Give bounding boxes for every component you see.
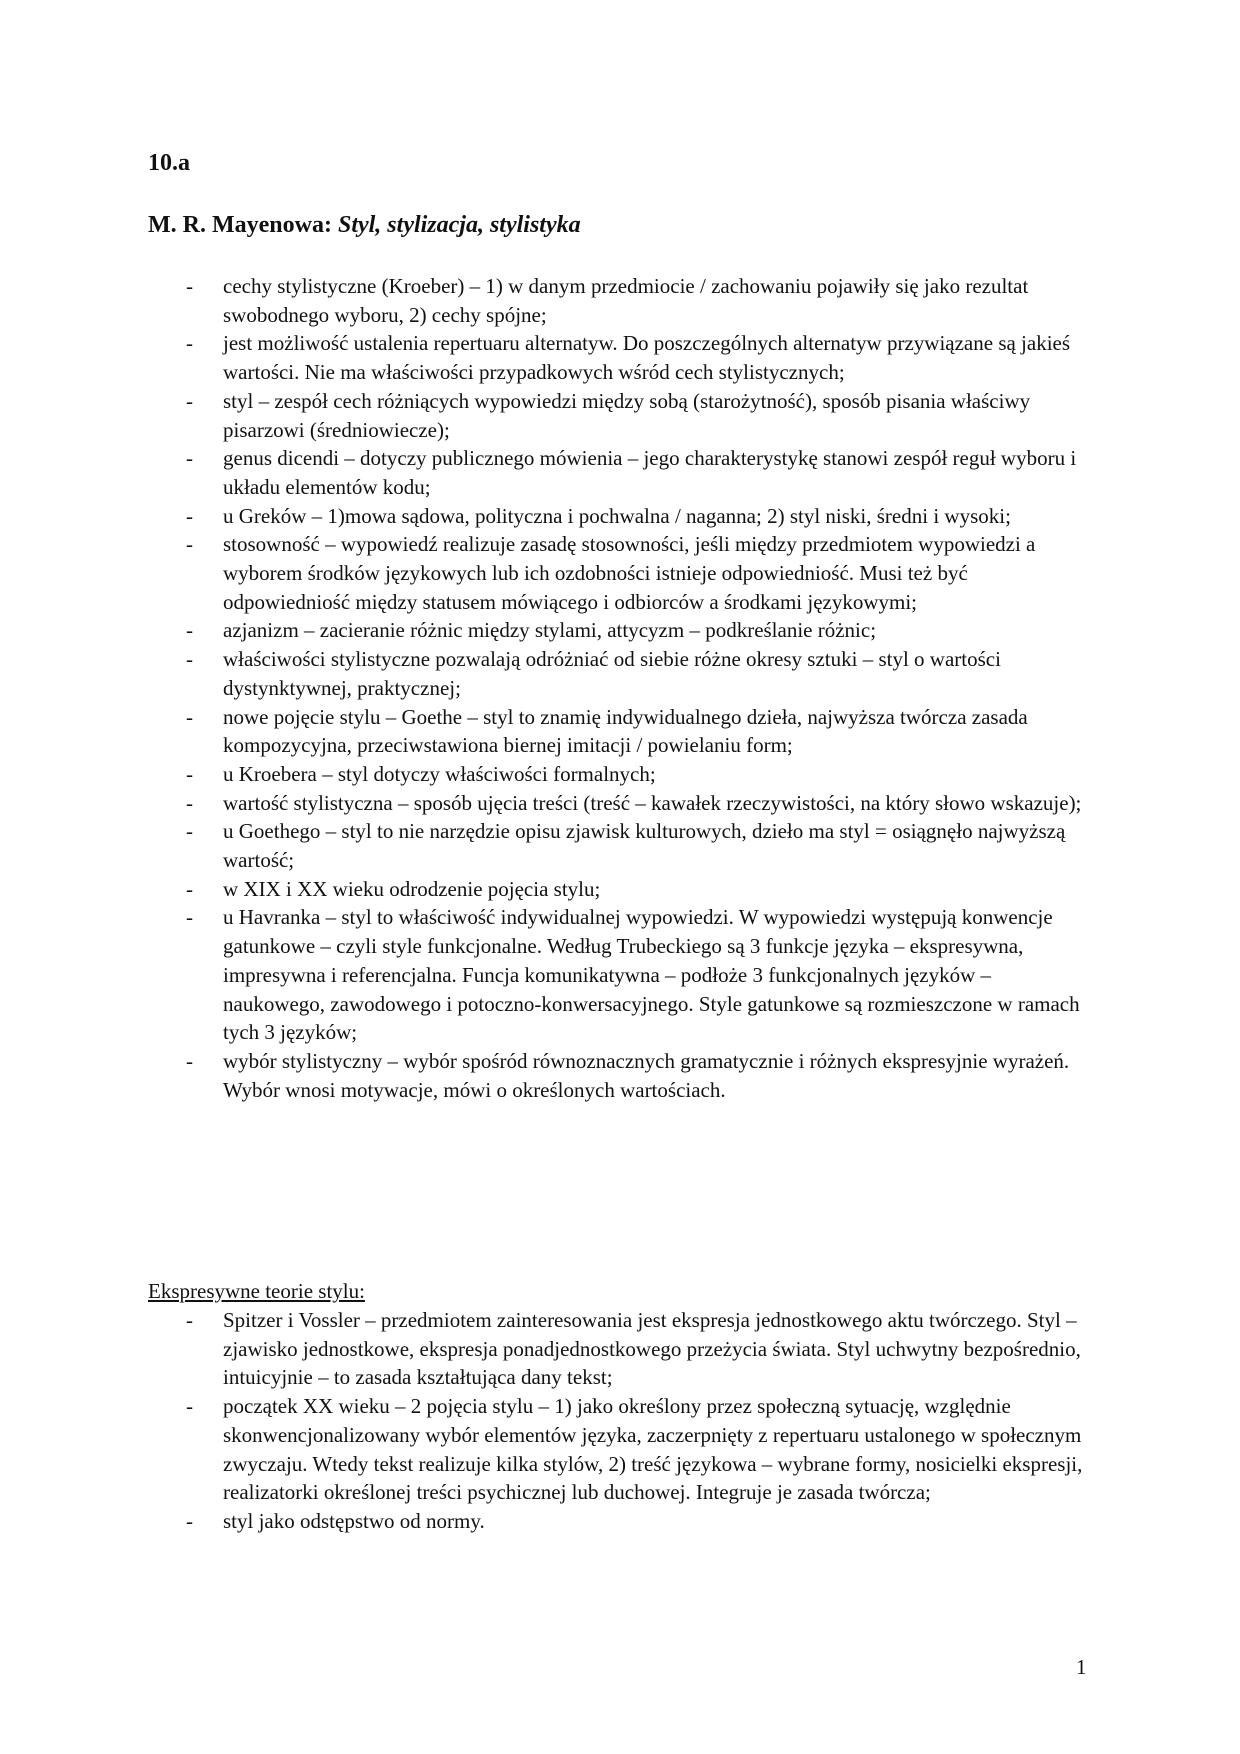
list-item-text: styl jako odstępstwo od normy.: [223, 1508, 485, 1533]
list-item-text: u Havranka – styl to właściwość indywidualnej wypowiedzi. W wypowiedzi występują konwencje gatunkowe – czyli style funkcjonalne. Według Trubeckiego są 3 funkcje języka – ekspresywna, impresywna i referencjalna. Funcja komunikatywna – podłoże 3 funkcjonalnych języków – naukowego, zawodowego i potoczno-konwersacyjnego. Style gatunkowe są rozmieszczone w ramach tych 3 języków;: [223, 905, 1080, 1045]
bullet-dash: -: [186, 819, 193, 844]
list-item-text: cechy stylistyczne (Kroeber) – 1) w danym przedmiocie / zachowaniu pojawiły się jako rezultat swobodnego wyboru, 2) cechy spójne;: [223, 274, 1029, 327]
list-item-text: stosowność – wypowiedź realizuje zasadę stosowności, jeśli między przedmiotem wypowiedzi a wyborem środków językowych lub ich ozdobności istnieje odpowiedniość. Musi też być odpowiedniość między statusem mówiącego i odbiorców a środkami językowymi;: [223, 532, 1036, 614]
list-item: [186, 1507, 1096, 1536]
bullet-dash: -: [186, 331, 193, 356]
list-item: [186, 1392, 1096, 1507]
list-item: [186, 789, 1096, 818]
list-item-text: u Kroebera – styl dotyczy właściwości formalnych;: [223, 761, 656, 786]
list-item-text: Spitzer i Vossler – przedmiotem zainteresowania jest ekspresja jednostkowego aktu twórczego. Styl – zjawisko jednostkowe, ekspresja ponadjednostkowego przeżycia świata. Styl uchwytny bezpośrednio, intuicyjnie – to zasada kształtująca dany tekst;: [223, 1308, 1081, 1390]
bullet-dash: -: [186, 876, 193, 901]
list-item: [186, 616, 1096, 645]
list-item-text: wartość stylistyczna – sposób ujęcia treści (treść – kawałek rzeczywistości, na który słowo wskazuje);: [223, 790, 1082, 815]
list-item-text: u Greków – 1)mowa sądowa, polityczna i pochwalna / naganna; 2) styl niski, średni i wysoki;: [223, 503, 1011, 528]
list-item: [186, 760, 1096, 789]
bullet-dash: -: [186, 905, 193, 930]
bullet-dash: -: [186, 274, 193, 298]
title-author: M. R. Mayenowa:: [148, 212, 338, 238]
list-item-text: nowe pojęcie stylu – Goethe – styl to znamię indywidualnego dzieła, najwyższa twórcza zasada kompozycyjna, przeciwstawiona biernej imitacji / powielaniu form;: [223, 704, 1028, 758]
document-title: [148, 210, 581, 240]
list-item: [186, 387, 1096, 444]
bullet-dash: -: [186, 1308, 193, 1332]
section-heading: Ekspresywne teorie stylu:: [148, 1279, 365, 1303]
expressive-theories-list: [186, 1306, 1096, 1536]
bullet-dash: -: [186, 1394, 193, 1419]
list-item: [186, 444, 1096, 501]
list-item: [186, 903, 1096, 1047]
list-item: [186, 502, 1096, 531]
list-item-text: wybór stylistyczny – wybór spośród równoznacznych gramatycznie i różnych ekspresyjnie wyrażeń. Wybór wnosi motywacje, mówi o określonych wartościach.: [223, 1048, 1070, 1102]
list-item: [186, 703, 1096, 760]
list-item: [186, 645, 1096, 702]
bullet-dash: -: [186, 388, 193, 413]
list-item-text: azjanizm – zacieranie różnic między stylami, attycyzm – podkreślanie różnic;: [223, 618, 877, 643]
bullet-dash: -: [186, 647, 193, 672]
bullet-dash: -: [186, 761, 193, 786]
list-item: [186, 329, 1096, 386]
bullet-dash: -: [186, 618, 193, 643]
notes-list: [186, 272, 1096, 1104]
list-item-text: jest możliwość ustalenia repertuaru alternatyw. Do poszczególnych alternatyw przywiązane są jakieś wartości. Nie ma właściwości przypadkowych wśród cech stylistycznych;: [223, 331, 1071, 385]
bullet-dash: -: [186, 1508, 193, 1533]
page-number: 1: [1076, 1655, 1087, 1679]
list-item-text: u Goethego – styl to nie narzędzie opisu zjawisk kulturowych, dzieło ma styl = osiągnęło najwyższą wartość;: [223, 819, 1066, 873]
document-number: 10.a: [148, 150, 190, 176]
list-item-text: początek XX wieku – 2 pojęcia stylu – 1) jako określony przez społeczną sytuację, względnie skonwencjonalizowany wybór elementów języka, zaczerpnięty z repertuaru ustalonego w społecznym zwyczaju. Wtedy tekst realizuje kilka stylów, 2) treść językowa – wybrane formy, nosicielki ekspresji, realizatorki określonej treści psychicznej lub duchowej. Integruje je zasada twórcza;: [223, 1394, 1083, 1505]
bullet-dash: -: [186, 532, 193, 557]
list-item-text: genus dicendi – dotyczy publicznego mówienia – jego charakterystykę stanowi zespół reguł wyboru i układu elementów kodu;: [223, 446, 1077, 499]
list-item: [186, 272, 1096, 329]
list-item: [186, 817, 1096, 874]
title-work: Styl, stylizacja, stylistyka: [337, 212, 581, 238]
bullet-dash: -: [186, 446, 193, 471]
list-item-text: styl – zespół cech różniących wypowiedzi między sobą (starożytność), sposób pisania właściwy pisarzowi (średniowiecze);: [223, 388, 1031, 442]
list-item: [186, 530, 1096, 616]
list-item: [186, 1047, 1096, 1104]
list-item-text: właściwości stylistyczne pozwalają odróżniać od siebie różne okresy sztuki – styl o wartości dystynktywnej, praktycznej;: [223, 647, 1001, 700]
bullet-dash: -: [186, 503, 193, 528]
bullet-dash: -: [186, 704, 193, 729]
list-item: [186, 1306, 1096, 1392]
list-item-text: w XIX i XX wieku odrodzenie pojęcia stylu;: [223, 876, 601, 901]
bullet-dash: -: [186, 790, 193, 815]
bullet-dash: -: [186, 1048, 193, 1073]
list-item: [186, 875, 1096, 904]
